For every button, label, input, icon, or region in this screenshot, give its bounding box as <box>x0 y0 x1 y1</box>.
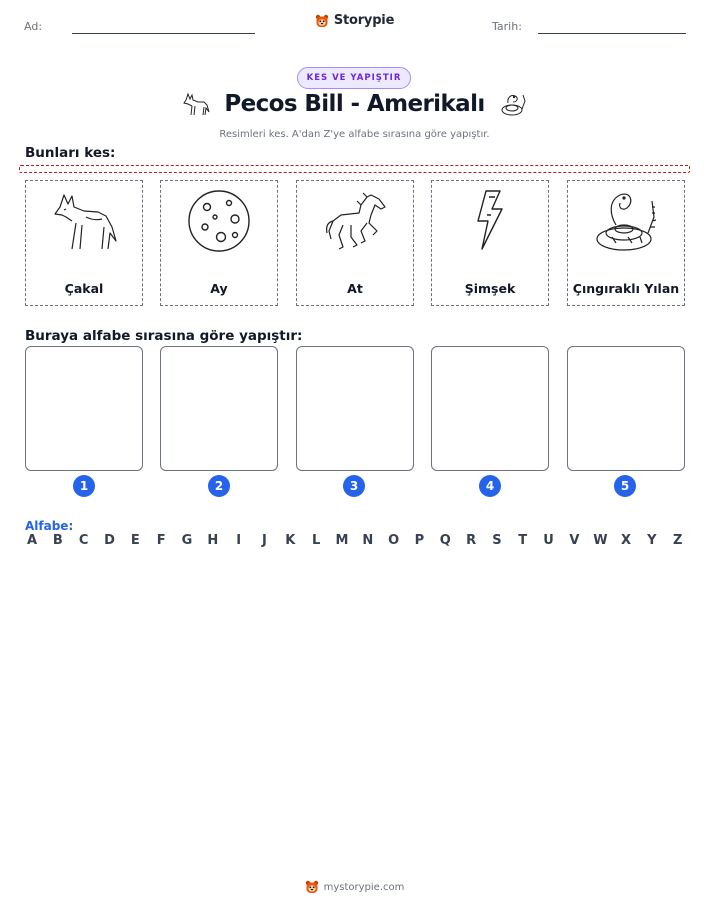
slot-number: 3 <box>343 475 365 497</box>
coyote-icon <box>50 187 118 255</box>
alphabet-letter: E <box>130 533 140 548</box>
alphabet-letter: I <box>236 533 242 548</box>
date-label: Tarih: <box>492 20 522 33</box>
alphabet-letter: N <box>362 533 374 548</box>
alphabet-letter: J <box>262 533 267 548</box>
moon-icon <box>185 187 253 255</box>
brand-name: Storypie <box>333 13 395 28</box>
alphabet-letter: O <box>388 533 400 548</box>
name-label: Ad: <box>24 20 43 33</box>
alphabet-letter: P <box>414 533 425 548</box>
alphabet-letter: Z <box>672 533 683 548</box>
alphabet-letter: H <box>207 533 219 548</box>
alphabet-letter: B <box>52 533 63 548</box>
paste-box-2[interactable] <box>160 346 278 471</box>
horse-icon <box>321 187 389 255</box>
cut-card-label: Ay <box>210 281 228 296</box>
alphabet-letter: D <box>104 533 115 548</box>
cut-card-label: Çıngıraklı Yılan <box>572 281 680 296</box>
alphabet-letter: V <box>569 533 580 548</box>
alphabet-label: Alfabe: <box>25 519 74 533</box>
lightning-icon <box>456 187 524 255</box>
paste-box-5[interactable] <box>567 346 685 471</box>
cut-card-label: At <box>347 281 363 296</box>
bear-logo-icon <box>315 14 329 28</box>
bear-logo-icon <box>305 880 319 894</box>
paste-section-label: Buraya alfabe sırasına göre yapıştır: <box>25 328 303 344</box>
alphabet-row <box>25 533 685 548</box>
alphabet-letter: L <box>311 533 321 548</box>
slot-number: 4 <box>479 475 501 497</box>
cut-card-lightning[interactable] <box>431 180 549 306</box>
footer-url[interactable]: mystorypie.com <box>323 881 405 893</box>
paste-box-3[interactable] <box>296 346 414 471</box>
page-title: Pecos Bill - Amerikalı <box>224 91 485 117</box>
alphabet-letter: G <box>181 533 193 548</box>
alphabet-letter: S <box>492 533 502 548</box>
alphabet-letter: U <box>543 533 554 548</box>
alphabet-letter: K <box>285 533 296 548</box>
slot-number: 5 <box>614 475 636 497</box>
cut-card-horse[interactable] <box>296 180 414 306</box>
paste-box-4[interactable] <box>431 346 549 471</box>
alphabet-letter: M <box>335 533 349 548</box>
alphabet-letter: C <box>78 533 89 548</box>
alphabet-letter: A <box>26 533 38 548</box>
title-row <box>0 91 709 117</box>
alphabet-letter: T <box>518 533 528 548</box>
rattlesnake-icon <box>592 187 660 255</box>
alphabet-letter: Q <box>439 533 451 548</box>
alphabet-letter: X <box>621 533 632 548</box>
instructions: Resimleri kes. A'dan Z'ye alfabe sırasına göre yapıştır. <box>219 129 490 140</box>
cut-section-label: Bunları kes: <box>25 145 116 161</box>
name-line <box>72 33 255 34</box>
alphabet-letter: F <box>156 533 166 548</box>
alphabet-letter: Y <box>647 533 657 548</box>
cut-card-coyote[interactable] <box>25 180 143 306</box>
rattlesnake-icon <box>499 91 527 117</box>
slot-number: 1 <box>73 475 95 497</box>
paste-box-1[interactable] <box>25 346 143 471</box>
cut-card-rattlesnake[interactable] <box>567 180 685 306</box>
date-line <box>538 33 686 34</box>
cut-card-moon[interactable] <box>160 180 278 306</box>
coyote-icon <box>182 91 210 117</box>
alphabet-letter: W <box>593 533 608 548</box>
cut-line <box>19 165 690 173</box>
activity-badge: KES VE YAPIŞTIR <box>297 67 411 89</box>
slot-number: 2 <box>208 475 230 497</box>
cut-card-label: Çakal <box>64 281 104 296</box>
cut-card-label: Şimşek <box>464 281 516 296</box>
alphabet-letter: R <box>466 533 477 548</box>
footer <box>0 880 709 894</box>
brand-logo <box>0 13 709 28</box>
